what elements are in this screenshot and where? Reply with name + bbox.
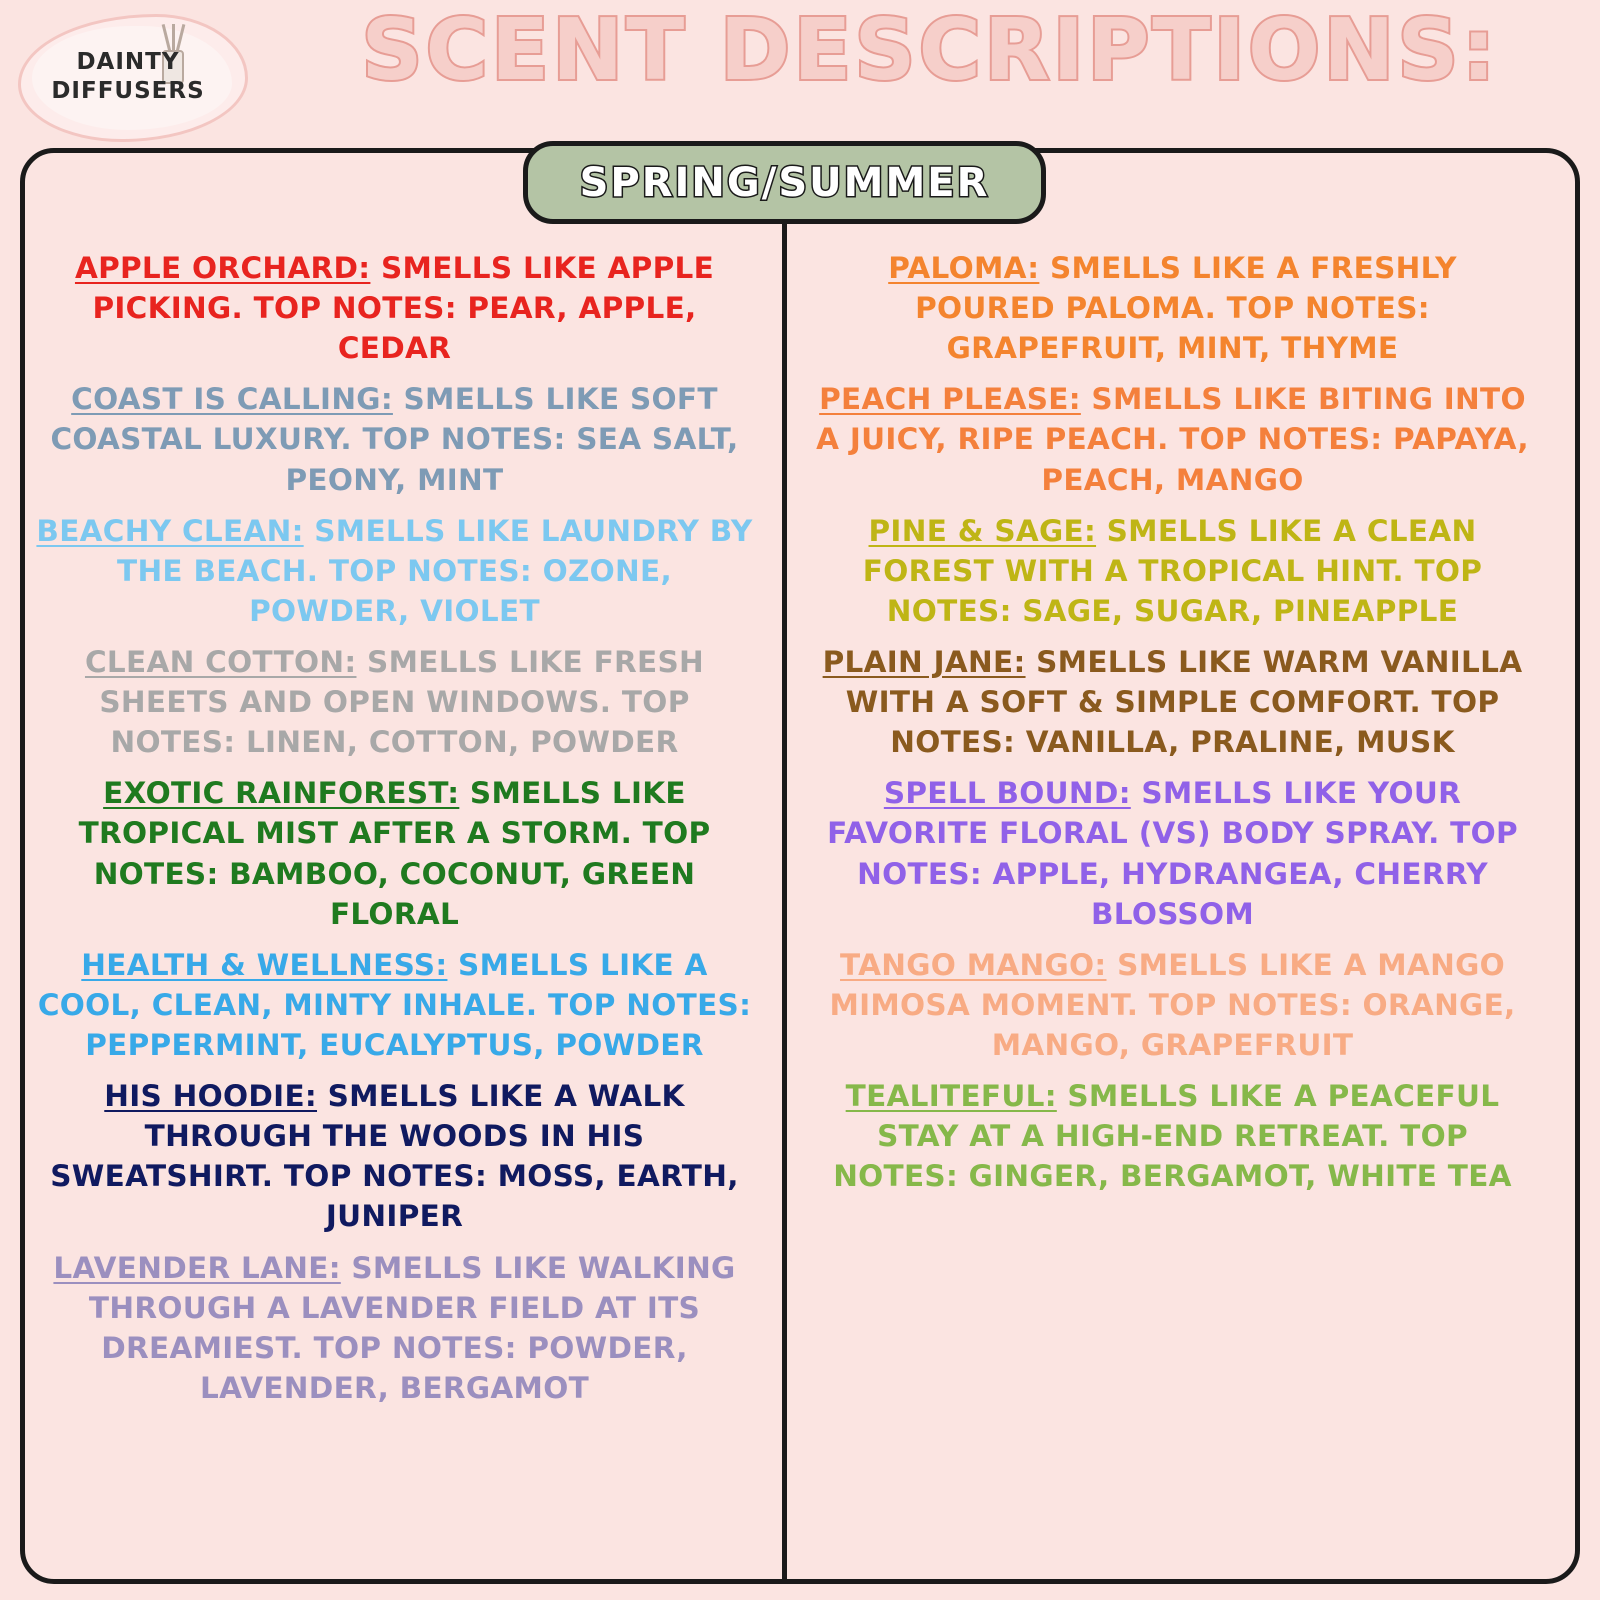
scent-name: EXOTIC RAINFOREST:: [103, 776, 460, 811]
scent-list-left: [22, 248, 767, 1419]
scent-list-right: [800, 248, 1545, 1207]
season-badge: [523, 141, 1046, 224]
scent-name: BEACHY CLEAN:: [36, 513, 304, 548]
scent-name: TANGO MANGO:: [840, 947, 1107, 982]
scent-name: LAVENDER LANE:: [53, 1250, 341, 1285]
page-title: SCENT DESCRIPTIONS:: [361, 1, 1499, 100]
scent-name: SPELL BOUND:: [883, 776, 1131, 811]
brand-logo: [8, 6, 258, 156]
scent-entry: [814, 379, 1531, 499]
scent-description: SMELLS LIKE BITING INTO A JUICY, RIPE PEACH. TOP NOTES: PAPAYA, PEACH, MANGO: [816, 382, 1529, 497]
scent-description: SMELLS LIKE WALKING THROUGH A LAVENDER FIELD AT ITS DREAMIEST. TOP NOTES: POWDER, LAVENDER, BERGAMOT: [88, 1250, 736, 1405]
scent-description: SMELLS LIKE A COOL, CLEAN, MINTY INHALE. TOP NOTES: PEPPERMINT, EUCALYPTUS, POWDER: [37, 947, 752, 1062]
scent-name: TEALITEFUL:: [845, 1079, 1057, 1114]
scent-description: SMELLS LIKE FRESH SHEETS AND OPEN WINDOWS. TOP NOTES: LINEN, COTTON, POWDER: [99, 644, 705, 760]
scent-description: SMELLS LIKE A PEACEFUL STAY AT A HIGH-END RETREAT. TOP NOTES: GINGER, BERGAMOT, WHITE TEA: [833, 1079, 1512, 1194]
scent-description: SMELLS LIKE A WALK THROUGH THE WOODS IN HIS SWEATSHIRT. TOP NOTES: MOSS, EARTH, JUNIPER: [50, 1079, 739, 1234]
scent-description: SMELLS LIKE TROPICAL MIST AFTER A STORM. TOP NOTES: BAMBOO, COCONUT, GREEN FLORAL: [78, 776, 711, 931]
scent-name: HIS HOODIE:: [104, 1079, 318, 1114]
scent-description: SMELLS LIKE A CLEAN FOREST WITH A TROPICAL HINT. TOP NOTES: SAGE, SUGAR, PINEAPPLE: [862, 513, 1483, 628]
scent-entry: [36, 248, 753, 368]
scent-entry: [36, 379, 753, 499]
scent-description: SMELLS LIKE A MANGO MIMOSA MOMENT. TOP NOTES: ORANGE, MANGO, GRAPEFRUIT: [829, 947, 1516, 1062]
scent-entry: [36, 642, 753, 762]
scent-name: HEALTH & WELLNESS:: [81, 947, 448, 982]
scent-name: CLEAN COTTON:: [84, 644, 357, 679]
scent-entry: [814, 773, 1531, 933]
scent-entry: [814, 248, 1531, 368]
scent-entry: [36, 1248, 753, 1408]
scent-name: PEACH PLEASE:: [819, 382, 1081, 417]
scent-entry: [814, 1076, 1531, 1196]
scent-description: SMELLS LIKE APPLE PICKING. TOP NOTES: PEAR, APPLE, CEDAR: [92, 251, 715, 366]
scent-entry: [814, 642, 1531, 762]
column-divider: [782, 176, 787, 1580]
scent-entry: [36, 1076, 753, 1236]
scent-entry: [814, 511, 1531, 631]
scent-entry: [36, 945, 753, 1065]
logo-text-line1: DAINTY: [76, 49, 180, 75]
logo-text: [38, 48, 218, 106]
scent-name: PALOMA:: [888, 251, 1040, 285]
scent-name: COAST IS CALLING:: [71, 382, 393, 417]
season-badge-label: SPRING/SUMMER: [579, 159, 990, 206]
scent-entry: [814, 945, 1531, 1065]
scent-description: SMELLS LIKE A FRESHLY POURED PALOMA. TOP NOTES: GRAPEFRUIT, MINT, THYME: [915, 251, 1457, 366]
scent-description: SMELLS LIKE WARM VANILLA WITH A SOFT & SIMPLE COMFORT. TOP NOTES: VANILLA, PRALINE, MUSK: [845, 644, 1523, 760]
logo-text-line2: DIFFUSERS: [51, 77, 205, 104]
scent-name: APPLE ORCHARD:: [74, 251, 371, 285]
scent-entry: [36, 773, 753, 933]
scent-entry: [36, 511, 753, 631]
scent-name: PINE & SAGE:: [868, 513, 1097, 548]
scent-description: SMELLS LIKE YOUR FAVORITE FLORAL (VS) BODY SPRAY. TOP NOTES: APPLE, HYDRANGEA, CHERRY BLOSSOM: [827, 776, 1518, 931]
scent-description: SMELLS LIKE LAUNDRY BY THE BEACH. TOP NOTES: OZONE, POWDER, VIOLET: [117, 513, 753, 628]
scent-name: PLAIN JANE:: [822, 644, 1026, 679]
scent-description: SMELLS LIKE SOFT COASTAL LUXURY. TOP NOTES: SEA SALT, PEONY, MINT: [50, 382, 739, 497]
